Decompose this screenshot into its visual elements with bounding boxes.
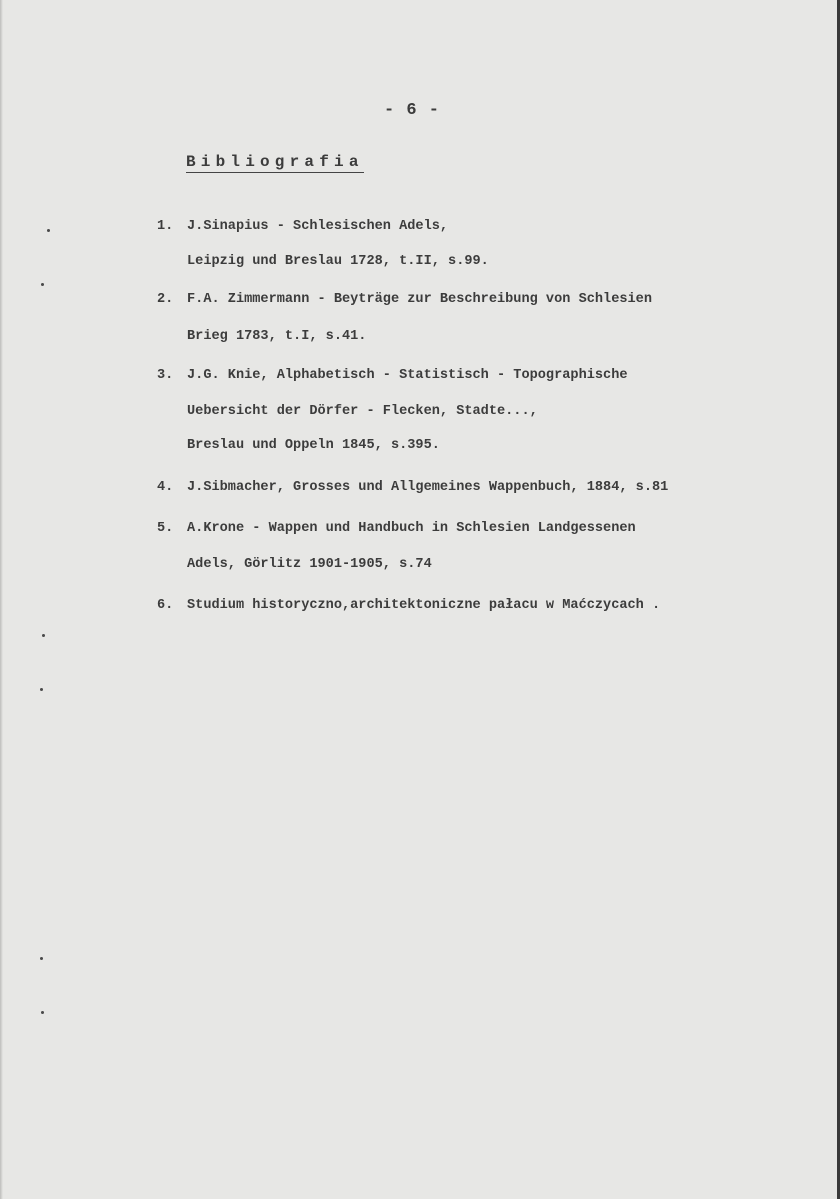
margin-speck xyxy=(47,229,50,232)
entry-line: J.G. Knie, Alphabetisch - Statistisch - Topographische xyxy=(187,368,628,383)
margin-speck xyxy=(40,688,43,691)
entry-line: Breslau und Oppeln 1845, s.395. xyxy=(187,438,440,453)
margin-speck xyxy=(40,957,43,960)
margin-speck xyxy=(41,283,44,286)
entry-line: Adels, Görlitz 1901-1905, s.74 xyxy=(187,557,432,572)
entry-line: Uebersicht der Dörfer - Flecken, Stadte..., xyxy=(187,404,538,419)
entry-line: Studium historyczno,architektoniczne pałacu w Maćczycach . xyxy=(187,598,661,613)
bibliography-heading: Bibliografia xyxy=(186,153,364,171)
entry-line: Leipzig und Breslau 1728, t.II, s.99. xyxy=(187,254,489,269)
entry-number: 3. xyxy=(157,368,174,383)
entry-line: F.A. Zimmermann - Beyträge zur Beschreibung von Schlesien xyxy=(187,292,652,307)
entry-line: Brieg 1783, t.I, s.41. xyxy=(187,329,367,344)
entry-number: 1. xyxy=(157,219,174,234)
entry-number: 6. xyxy=(157,598,174,613)
margin-speck xyxy=(41,1011,44,1014)
page-number: - 6 - xyxy=(384,101,441,120)
margin-speck xyxy=(42,634,45,637)
entry-line: J.Sinapius - Schlesischen Adels, xyxy=(187,219,449,234)
entry-number: 5. xyxy=(157,521,174,536)
margin-specks xyxy=(0,0,60,1199)
entry-number: 4. xyxy=(157,480,174,495)
entry-line: A.Krone - Wappen und Handbuch in Schlesien Landgessenen xyxy=(187,521,636,536)
entry-line: J.Sibmacher, Grosses und Allgemeines Wappenbuch, 1884, s.81 xyxy=(187,480,669,495)
entry-number: 2. xyxy=(157,292,174,307)
